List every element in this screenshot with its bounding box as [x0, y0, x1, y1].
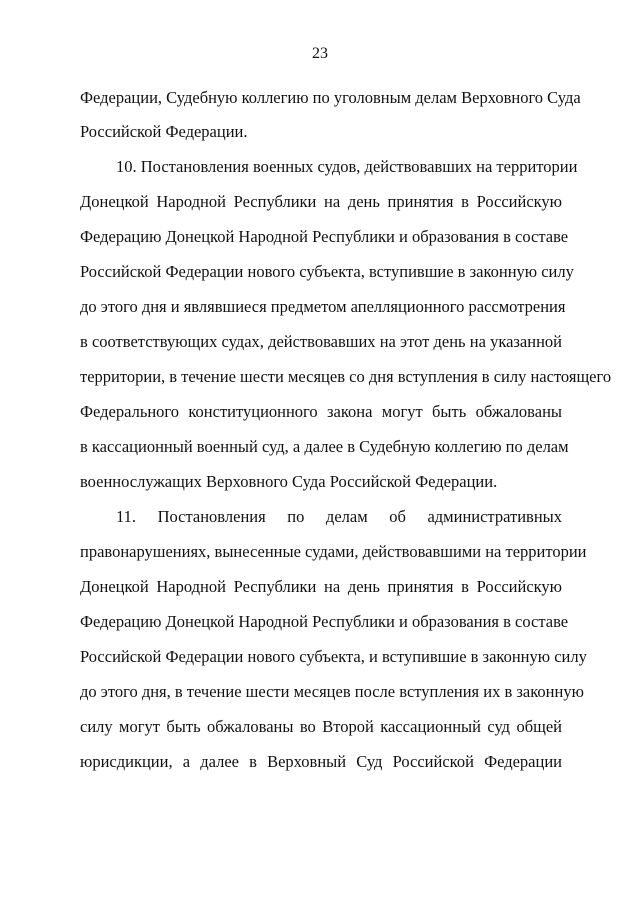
text-line: Российской Федерации нового субъекта, и вступившие в законную силу — [80, 647, 587, 666]
text-line: Российской Федерации. — [80, 122, 248, 141]
text-line: Федерацию Донецкой Народной Республики и образования в составе — [80, 612, 569, 631]
text-line: правонарушениях, вынесенные судами, действовавшими на территории — [80, 542, 587, 561]
text-line: Федерации, Судебную коллегию по уголовным делам Верховного Суда — [80, 88, 581, 107]
text-line: силу могут быть обжалованы во Второй кассационный суд общей — [80, 717, 562, 736]
text-line: Донецкой Народной Республики на день принятия в Российскую — [80, 192, 562, 211]
text-line: территории, в течение шести месяцев со дня вступления в силу настоящего — [80, 367, 612, 386]
text-line: в соответствующих судах, действовавших на этот день на указанной — [80, 332, 562, 351]
text-line: Донецкой Народной Республики на день принятия в Российскую — [80, 577, 562, 596]
text-line: Федерацию Донецкой Народной Республики и образования в составе — [80, 227, 569, 246]
text-line: Федерального конституционного закона могут быть обжалованы — [80, 402, 562, 421]
paragraph-11-first-line: 11. Постановления по делам об административных — [116, 507, 562, 526]
paragraph-10-first-line: 10. Постановления военных судов, действовавших на территории — [116, 157, 578, 176]
text-line: в кассационный военный суд, а далее в Судебную коллегию по делам — [80, 437, 569, 456]
text-line: Российской Федерации нового субъекта, вступившие в законную силу — [80, 262, 574, 281]
text-line: юрисдикции, а далее в Верховный Суд Российской Федерации — [80, 752, 562, 771]
page-number: 23 — [312, 45, 328, 62]
text-line: военнослужащих Верховного Суда Российской Федерации. — [80, 472, 498, 491]
text-line: до этого дня и являвшиеся предметом апелляционного рассмотрения — [80, 297, 566, 316]
text-line: до этого дня, в течение шести месяцев после вступления их в законную — [80, 682, 584, 701]
